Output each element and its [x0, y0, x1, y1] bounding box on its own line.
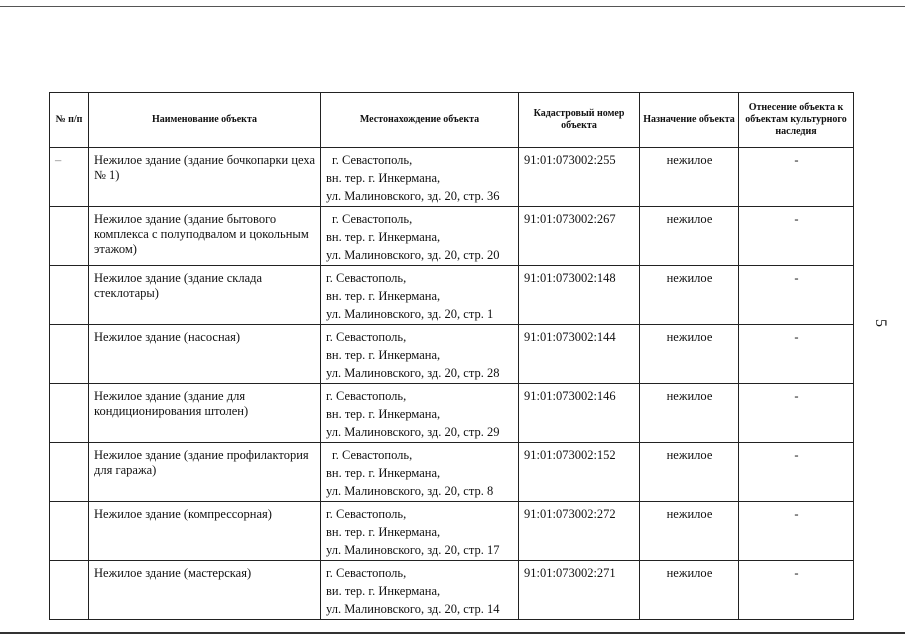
heritage-status: -	[739, 325, 854, 384]
row-number	[50, 266, 89, 325]
address-territory: вн. тер. г. Инкермана,	[326, 230, 441, 244]
object-location	[321, 207, 519, 266]
address-territory: вн. тер. г. Инкермана,	[326, 407, 441, 421]
address-street: ул. Малиновского, зд. 20, стр. 1	[326, 307, 494, 321]
row-number	[50, 325, 89, 384]
object-location	[321, 502, 519, 561]
object-purpose: нежилое	[640, 148, 739, 207]
scan-edge-bottom	[0, 632, 905, 634]
cadastral-number: 91:01:073002:255	[519, 148, 640, 207]
address-street: ул. Малиновского, зд. 20, стр. 29	[326, 425, 500, 439]
heritage-status: -	[739, 502, 854, 561]
row-number: –	[50, 148, 89, 207]
address-street: ул. Малиновского, зд. 20, стр. 8	[326, 484, 494, 498]
cadastral-number: 91:01:073002:146	[519, 384, 640, 443]
object-location	[321, 561, 519, 620]
row-number	[50, 443, 89, 502]
row-number	[50, 561, 89, 620]
heritage-status: -	[739, 384, 854, 443]
cadastral-number: 91:01:073002:267	[519, 207, 640, 266]
row-number	[50, 502, 89, 561]
object-purpose: нежилое	[640, 561, 739, 620]
table-row	[50, 207, 854, 266]
row-number	[50, 384, 89, 443]
row-number	[50, 207, 89, 266]
heritage-status: -	[739, 443, 854, 502]
header-location: Местонахождение объекта	[321, 93, 519, 148]
address-street: ул. Малиновского, зд. 20, стр. 28	[326, 366, 500, 380]
cadastral-number: 91:01:073002:271	[519, 561, 640, 620]
objects-table	[49, 92, 854, 620]
object-location	[321, 443, 519, 502]
object-name: Нежилое здание (здание для кондиционирования штолен)	[89, 384, 321, 443]
object-purpose: нежилое	[640, 207, 739, 266]
object-location	[321, 384, 519, 443]
address-territory: вн. тер. г. Инкермана,	[326, 348, 441, 362]
header-purpose: Назначение объекта	[640, 93, 739, 148]
address-city: г. Севастополь,	[332, 212, 413, 226]
address-street: ул. Малиновского, зд. 20, стр. 36	[326, 189, 500, 203]
object-purpose: нежилое	[640, 325, 739, 384]
table-row	[50, 561, 854, 620]
cadastral-number: 91:01:073002:152	[519, 443, 640, 502]
page-number: 5	[872, 319, 889, 327]
header-num: № п/п	[50, 93, 89, 148]
address-street: ул. Малиновского, зд. 20, стр. 14	[326, 602, 500, 616]
object-location	[321, 325, 519, 384]
header-name: Наименование объекта	[89, 93, 321, 148]
table-row	[50, 266, 854, 325]
cadastral-number: 91:01:073002:272	[519, 502, 640, 561]
address-territory: вн. тер. г. Инкермана,	[326, 466, 441, 480]
object-name: Нежилое здание (мастерская)	[89, 561, 321, 620]
address-city: г. Севастополь,	[326, 271, 407, 285]
table-header-row	[50, 93, 854, 148]
table-row	[50, 325, 854, 384]
address-street: ул. Малиновского, зд. 20, стр. 20	[326, 248, 500, 262]
table-row	[50, 502, 854, 561]
heritage-status: -	[739, 207, 854, 266]
address-city: г. Севастополь,	[326, 389, 407, 403]
address-city: г. Севастополь,	[326, 507, 407, 521]
address-territory: вн. тер. г. Инкермана,	[326, 525, 441, 539]
header-heritage: Отнесение объекта к объектам культурного наследия	[739, 93, 854, 148]
address-city: г. Севастополь,	[332, 448, 413, 462]
object-purpose: нежилое	[640, 384, 739, 443]
table-row	[50, 384, 854, 443]
object-name: Нежилое здание (здание склада стеклотары)	[89, 266, 321, 325]
object-purpose: нежилое	[640, 443, 739, 502]
object-name: Нежилое здание (здание бытового комплекса с полуподвалом и цокольным этажом)	[89, 207, 321, 266]
address-territory: ви. тер. г. Инкермана,	[326, 584, 441, 598]
header-cadastral: Кадастровый номер объекта	[519, 93, 640, 148]
table-row	[50, 443, 854, 502]
object-location	[321, 266, 519, 325]
address-city: г. Севастополь,	[332, 153, 413, 167]
object-location	[321, 148, 519, 207]
heritage-status: -	[739, 148, 854, 207]
heritage-status: -	[739, 266, 854, 325]
heritage-status: -	[739, 561, 854, 620]
address-city: г. Севастополь,	[326, 566, 407, 580]
object-purpose: нежилое	[640, 266, 739, 325]
cadastral-number: 91:01:073002:144	[519, 325, 640, 384]
object-purpose: нежилое	[640, 502, 739, 561]
object-name: Нежилое здание (насосная)	[89, 325, 321, 384]
address-territory: вн. тер. г. Инкермана,	[326, 289, 441, 303]
scan-edge-top	[0, 6, 905, 7]
address-street: ул. Малиновского, зд. 20, стр. 17	[326, 543, 500, 557]
address-territory: вн. тер. г. Инкермана,	[326, 171, 441, 185]
cadastral-number: 91:01:073002:148	[519, 266, 640, 325]
object-name: Нежилое здание (компрессорная)	[89, 502, 321, 561]
table-row	[50, 148, 854, 207]
address-city: г. Севастополь,	[326, 330, 407, 344]
object-name: Нежилое здание (здание профилактория для гаража)	[89, 443, 321, 502]
object-name: Нежилое здание (здание бочкопарки цеха № 1)	[89, 148, 321, 207]
